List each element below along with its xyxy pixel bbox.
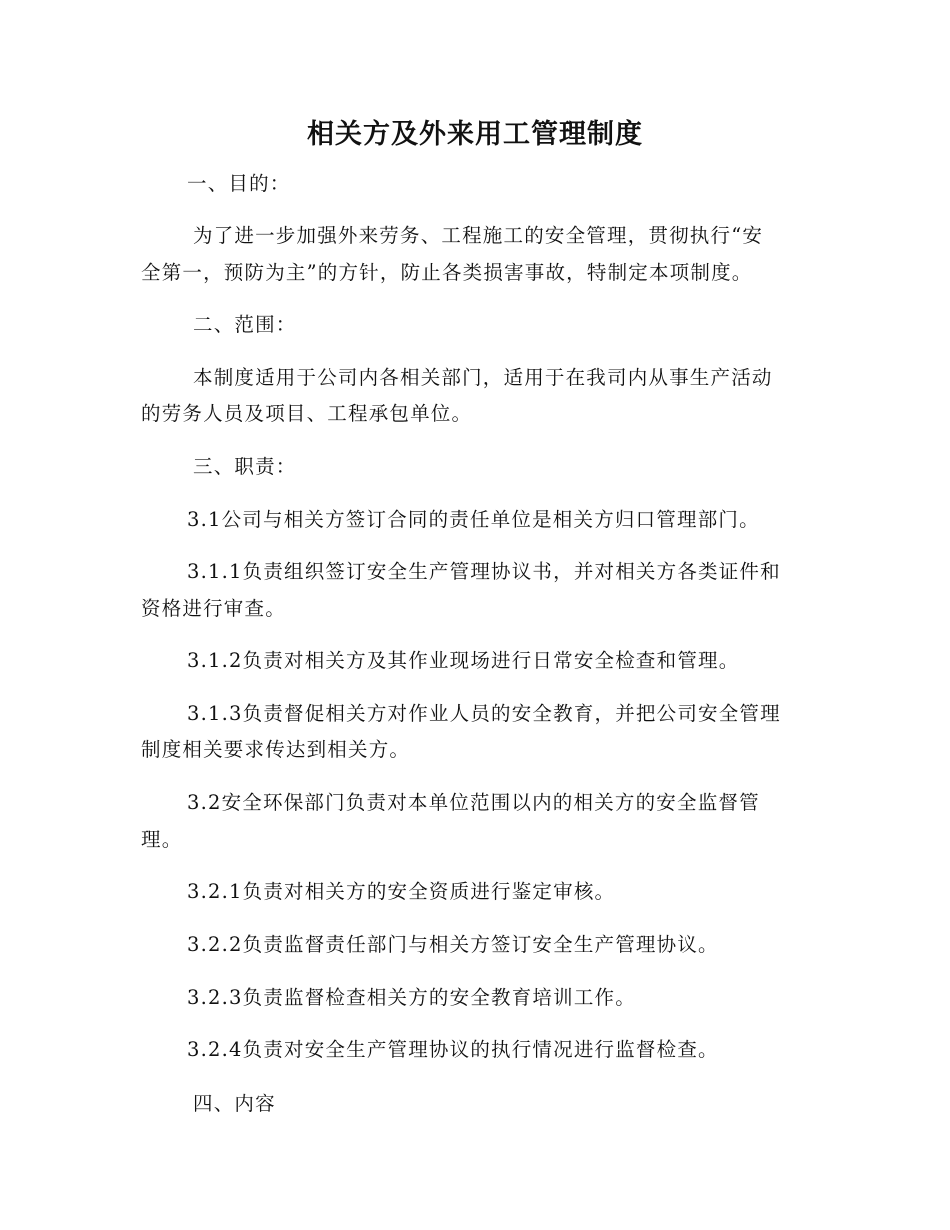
paragraph-line: 为了进一步加强外来劳务、工程施工的安全管理，贯彻执行“安 <box>193 224 764 247</box>
clause-line: 3.2.2负责监督责任部门与相关方签订安全生产管理协议。 <box>187 933 719 956</box>
clause-line: 3.1.1负责组织签订安全生产管理协议书，并对相关方各类证件和 <box>187 560 781 583</box>
clause-line: 3.2安全环保部门负责对本单位范围以内的相关方的安全监督管 <box>187 791 760 814</box>
clause-line: 3.2.4负责对安全生产管理协议的执行情况进行监督检查。 <box>187 1038 719 1061</box>
clause-line: 3.2.3负责监督检查相关方的安全教育培训工作。 <box>187 986 636 1009</box>
section-heading-duties: 三、职责： <box>193 455 297 478</box>
clause-line: 3.1.3负责督促相关方对作业人员的安全教育，并把公司安全管理 <box>187 702 781 725</box>
clause-line: 3.2.1负责对相关方的安全资质进行鉴定审核。 <box>187 880 616 903</box>
paragraph-line: 的劳务人员及项目、工程承包单位。 <box>141 402 473 425</box>
section-heading-scope: 二、范围： <box>193 313 297 336</box>
clause-line: 资格进行审查。 <box>141 597 286 620</box>
document-title: 相关方及外来用工管理制度 <box>307 119 643 150</box>
clause-line: 理。 <box>141 828 183 851</box>
section-heading-content: 四、内容 <box>193 1092 276 1115</box>
clause-line: 制度相关要求传达到相关方。 <box>141 738 411 761</box>
clause-line: 3.1公司与相关方签订合同的责任单位是相关方归口管理部门。 <box>187 508 760 531</box>
clause-line: 3.1.2负责对相关方及其作业现场进行日常安全检查和管理。 <box>187 649 740 672</box>
paragraph-line: 本制度适用于公司内各相关部门，适用于在我司内从事生产活动 <box>193 366 773 389</box>
paragraph-line: 全第一，预防为主”的方针，防止各类损害事故，特制定本项制度。 <box>141 261 753 284</box>
section-heading-purpose: 一、目的： <box>187 172 291 195</box>
